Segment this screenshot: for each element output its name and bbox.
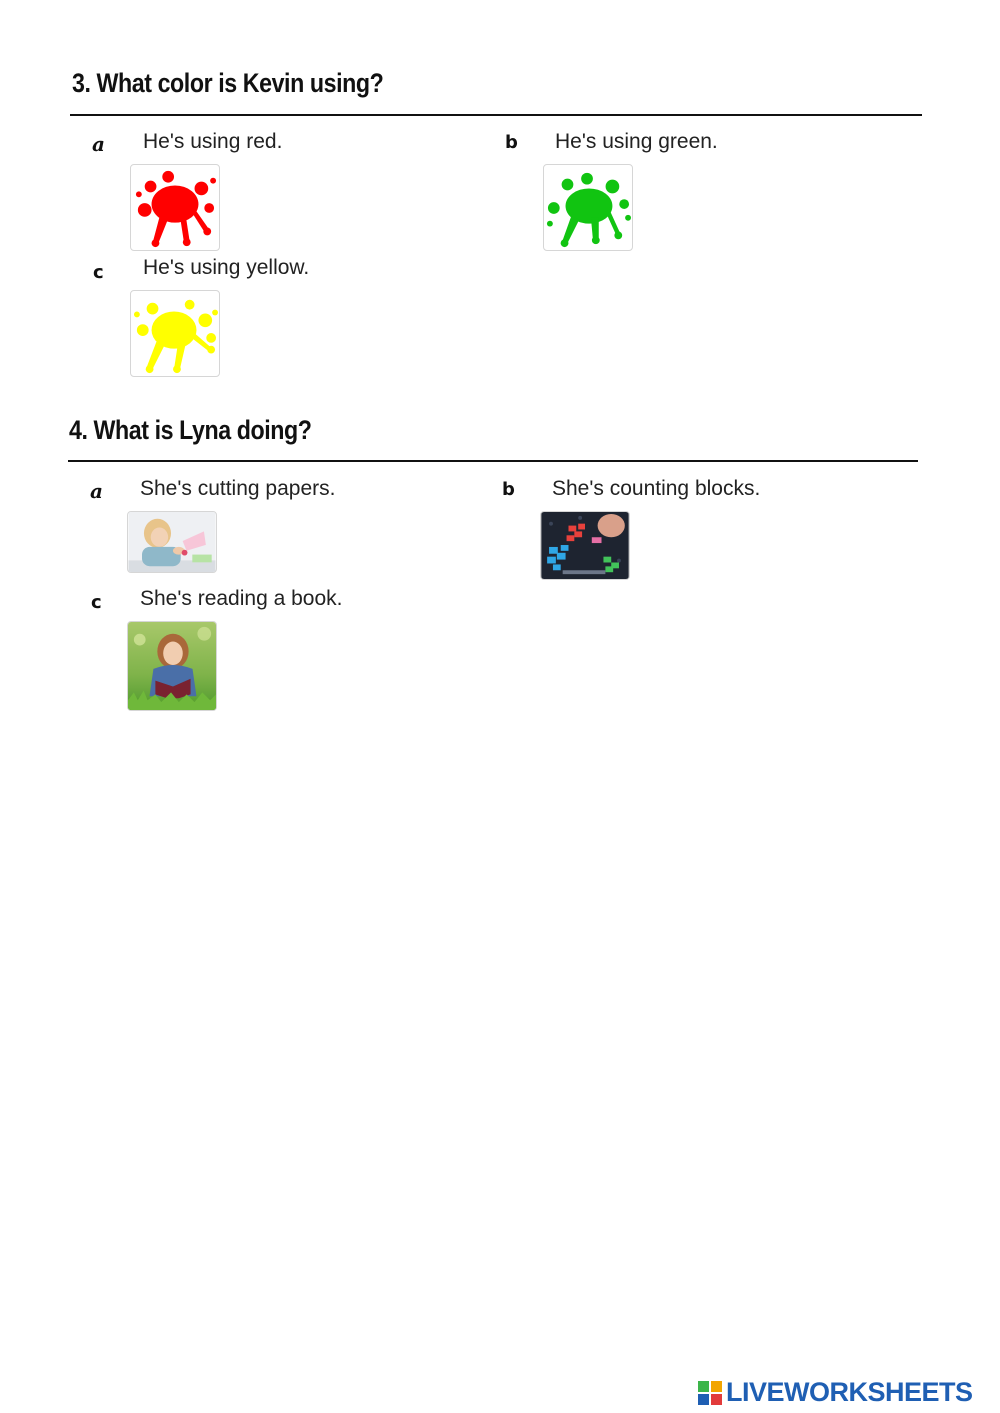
question-4-title: 4. What is Lyna doing?	[69, 415, 312, 445]
option-text-yellow: He's using yellow.	[143, 256, 310, 279]
liveworksheets-logo	[698, 1377, 973, 1408]
red-paint-splat-icon[interactable]	[130, 164, 220, 251]
option-letter-b: b	[502, 479, 515, 500]
girl-cutting-paper-icon[interactable]	[127, 511, 217, 573]
green-paint-splat-icon[interactable]	[543, 164, 633, 251]
question-3-divider	[70, 114, 922, 116]
question-4-divider	[68, 460, 918, 462]
liveworksheets-mark-icon	[698, 1381, 722, 1405]
question-3-title: 3. What color is Kevin using?	[72, 68, 384, 98]
counting-blocks-icon[interactable]	[540, 511, 630, 580]
option-letter-b: b	[505, 132, 518, 153]
option-letter-c: c	[91, 592, 102, 613]
option-letter-c: c	[93, 262, 104, 283]
option-text-counting-blocks: She's counting blocks.	[552, 477, 761, 500]
liveworksheets-wordmark: LIVEWORKSHEETS	[726, 1377, 973, 1407]
girl-reading-book-icon[interactable]	[127, 621, 217, 711]
option-text-red: He's using red.	[143, 130, 283, 153]
option-letter-a: a	[92, 132, 105, 156]
option-text-green: He's using green.	[555, 130, 718, 153]
option-letter-a: a	[90, 479, 103, 503]
option-text-cutting-papers: She's cutting papers.	[140, 477, 336, 500]
option-text-reading-book: She's reading a book.	[140, 587, 343, 610]
yellow-paint-splat-icon[interactable]	[130, 290, 220, 377]
